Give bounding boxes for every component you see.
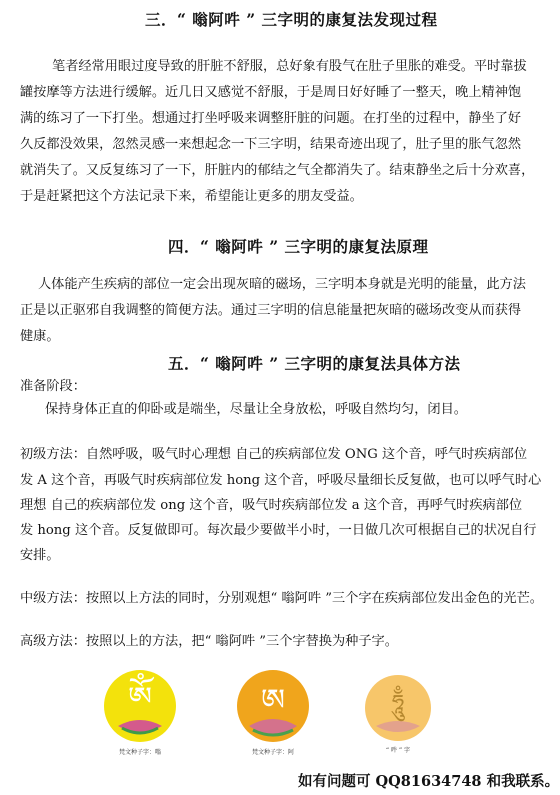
paragraph-line: 笔者经常用眼过度导致的肝脏不舒服，总好象有股气在肚子里胀的难受。平时靠拔 xyxy=(52,59,527,74)
prep-text: 保持身体正直的仰卧或是端坐，尽量让全身放松，呼吸自然均匀，闭目。 xyxy=(45,402,467,417)
contact-footer: 如有问题可 QQ81634748 和我联系。 xyxy=(298,773,560,790)
seed-syllable-om-image xyxy=(100,668,180,758)
hum-glyph: ཧཱུྃ xyxy=(391,691,405,716)
om-glyph: ༀ xyxy=(127,681,153,716)
advanced-method: 高级方法：按照以上的方法，把“ 嗡阿吽 ”三个字替换为种子字。 xyxy=(20,634,398,649)
emblem-caption: 梵文种子字：阿 xyxy=(251,749,295,756)
paragraph-line: 安排。 xyxy=(20,548,60,563)
paragraph-line: 人体能产生疾病的部位一定会出现灰暗的磁场，三字明本身就是光明的能量，此方法 xyxy=(38,277,526,292)
emblem-caption: “ 吽 ” 字 xyxy=(386,747,410,754)
prep-label: 准备阶段： xyxy=(20,379,86,394)
paragraph-line: 健康。 xyxy=(20,329,60,344)
paragraph-line: 发 A 这个音，再吸气时疾病部位发 hong 这个音，呼吸尽量细长反复做，也可以呼气时心 xyxy=(20,473,542,488)
seed-syllable-a-image xyxy=(231,668,315,758)
a-glyph: ཨ xyxy=(260,683,286,718)
seed-syllable-hum-image xyxy=(362,672,434,756)
paragraph-line: 罐按摩等方法进行缓解。近几日又感觉不舒服，于是周日好好睡了一整天，晚上精神饱 xyxy=(20,85,522,100)
intermediate-method: 中级方法：按照以上方法的同时，分别观想“ 嗡阿吽 ”三个字在疾病部位发出金色的光芒。 xyxy=(20,591,543,606)
paragraph-line: 初级方法：自然呼吸，吸气时心理想 自己的疾病部位发 ONG 这个音，呼气时疾病部位 xyxy=(20,447,528,462)
section-4-title: 四．“ 嗡阿吽 ” 三字明的康复法原理 xyxy=(168,237,429,256)
section-5-title: 五．“ 嗡阿吽 ” 三字明的康复法具体方法 xyxy=(168,354,461,373)
paragraph-line: 满的练习了一下打坐。想通过打坐呼吸来调整肝脏的问题。在打坐的过程中，静坐了好 xyxy=(20,111,522,126)
paragraph-line: 就消失了。又反复练习了一下，肝脏内的郁结之气全都消失了。结束静坐之后十分欢喜， xyxy=(20,163,535,178)
paragraph-line: 理想 自己的疾病部位发 ong 这个音，吸气时疾病部位发 a 这个音，再呼气时疾病部位 xyxy=(20,498,523,513)
paragraph-line: 正是以正驱邪自我调整的简便方法。通过三字明的信息能量把灰暗的磁场改变从而获得 xyxy=(20,303,522,318)
section-3-title: 三．“ 嗡阿吽 ” 三字明的康复法发现过程 xyxy=(145,10,438,29)
emblem-caption: 梵文种子字：嗡 xyxy=(118,749,162,756)
paragraph-line: 于是赶紧把这个方法记录下来，希望能让更多的朋友受益。 xyxy=(20,189,363,204)
paragraph-line: 发 hong 这个音。反复做即可。每次最少要做半小时，一日做几次可根据自己的状况自行 xyxy=(20,523,537,538)
paragraph-line: 久反都没效果，忽然灵感一来想起念一下三字明，结果奇迹出现了，肚子里的胀气忽然 xyxy=(20,137,522,152)
